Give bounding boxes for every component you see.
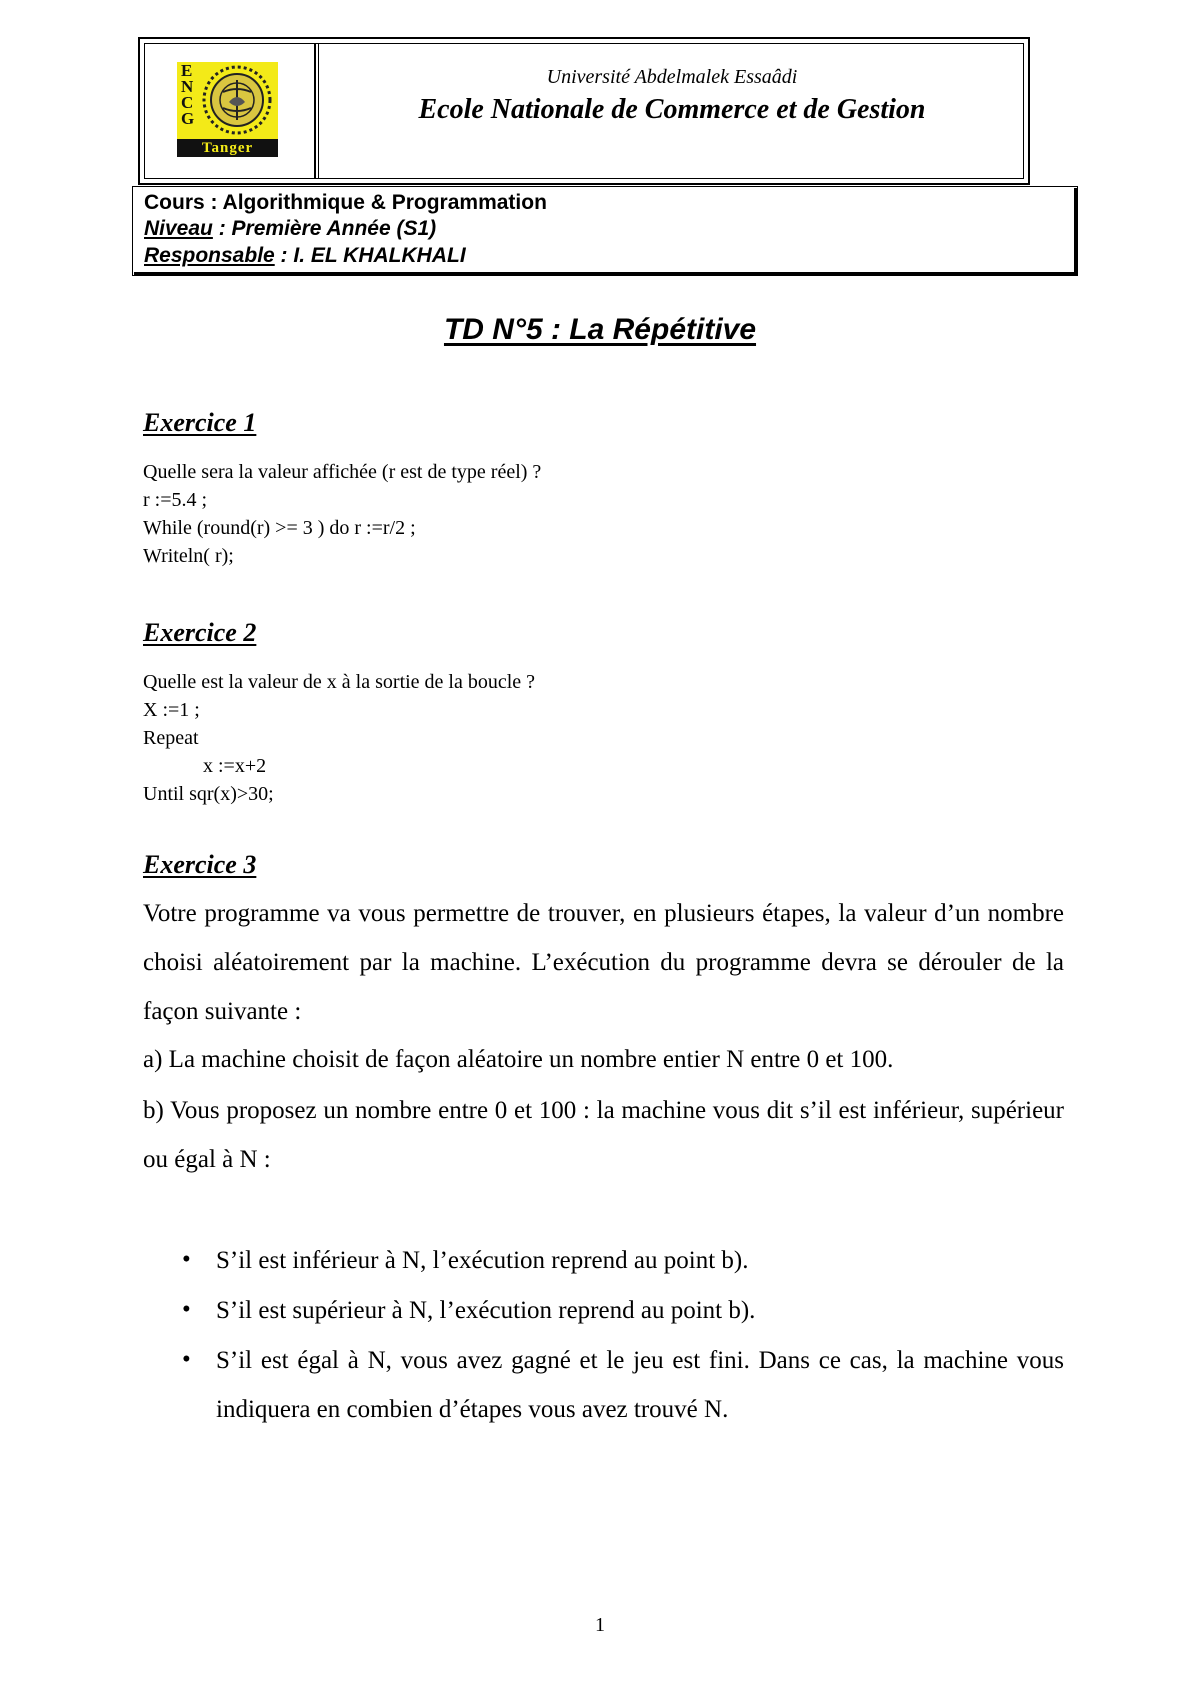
bullet-item: S’il est supérieur à N, l’exécution reprend au point b). [216,1297,756,1324]
exercice-1-line: While (round(r) >= 3 ) do r :=r/2 ; [143,517,416,539]
course-info-shadow [134,272,1078,276]
responsable-label: Responsable [144,244,275,267]
logo-letter: E [181,61,193,80]
page-title [0,313,1200,347]
bullet-icon: • [182,1296,191,1323]
school-name: Ecole Nationale de Commerce et de Gestion [418,94,926,125]
responsable-line [144,243,466,269]
exercice-1-line: r :=5.4 ; [143,489,208,511]
logo-letter: N [181,77,194,96]
encg-logo [177,62,278,157]
logo-letter: C [181,93,194,112]
logo-emblem-icon [199,62,275,138]
exercice-2-line: Until sqr(x)>30; [143,783,274,805]
page-title-text: TD N°5 : La Répétitive [443,313,757,346]
exercice-2-line: x :=x+2 [143,755,267,777]
course-info-shadow [1074,188,1078,276]
logo-letter: G [181,109,195,128]
exercice-3-step-b: b) Vous proposez un nombre entre 0 et 100 : la machine vous dit s’il est inférieur, supérieur ou égal à N : [143,1097,1064,1173]
exercice-3-paragraph: Votre programme va vous permettre de trouver, en plusieurs étapes, la valeur d’un nombre choisi aléatoirement par la machine. L’exécution du programme devra se dérouler de la façon suivante : [143,900,1064,1025]
bullet-item: S’il est égal à N, vous avez gagné et le jeu est fini. Dans ce cas, la machine vous indiquera en combien d’étapes vous avez trouvé N. [216,1347,1064,1423]
niveau-value: : Première Année (S1) [212,217,437,240]
exercice-1-heading: Exercice 1 [143,408,257,437]
bullet-item: S’il est inférieur à N, l’exécution reprend au point b). [216,1247,749,1274]
exercice-1-line: Quelle sera la valeur affichée (r est de type réel) ? [143,461,542,483]
bullet-icon: • [182,1346,191,1373]
course-label: Cours : Algorithmique & Programmation [144,191,547,214]
responsable-value: : I. EL KHALKHALI [274,244,466,267]
logo-city-label: Tanger [177,139,278,157]
exercice-2-line: Repeat [143,727,199,749]
bullet-icon: • [182,1246,191,1273]
page-number: 1 [595,1614,605,1636]
logo-letters [181,63,197,127]
exercice-3-heading: Exercice 3 [143,850,257,879]
exercice-1-line: Writeln( r); [143,545,234,567]
exercice-2-line: X :=1 ; [143,699,200,721]
university-name: Université Abdelmalek Essaâdi [546,66,798,88]
exercice-3-step-a: a) La machine choisit de façon aléatoire un nombre entier N entre 0 et 100. [143,1046,894,1073]
niveau-line [144,216,436,242]
niveau-label: Niveau [144,217,213,240]
exercice-2-line: Quelle est la valeur de x à la sortie de la boucle ? [143,671,536,693]
exercice-2-heading: Exercice 2 [143,618,257,647]
